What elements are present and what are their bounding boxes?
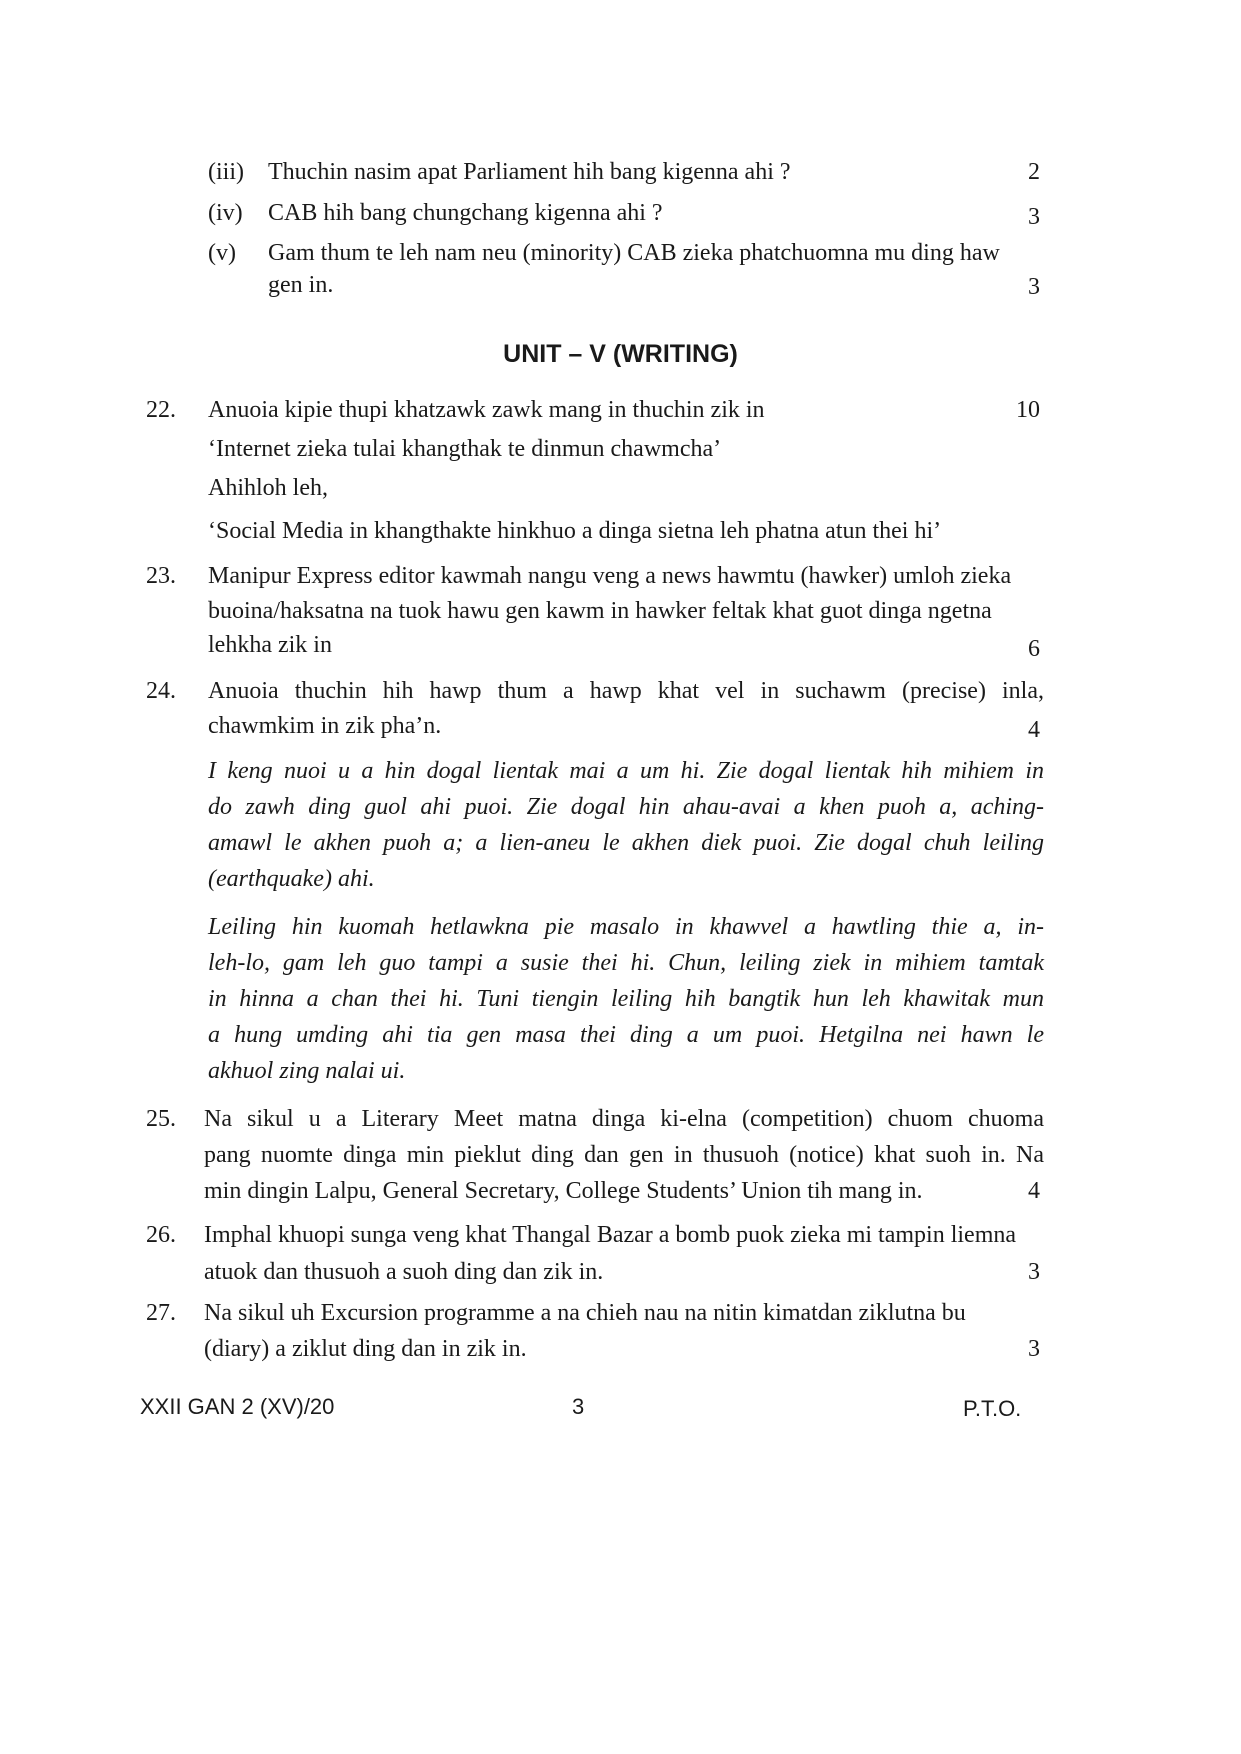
footer-pto: P.T.O.: [963, 1396, 1022, 1421]
footer-page-number: 3: [572, 1394, 585, 1419]
q25-line-1: Na sikul u a Literary Meet matna dinga ki-elna (competition) chuom chuoma: [204, 1106, 1044, 1132]
q26-number: 26.: [146, 1222, 176, 1248]
q24-marks: 4: [1028, 717, 1040, 743]
q22-line-2: ‘Internet zieka tulai khangthak te dinmun chawmcha’: [208, 436, 722, 462]
q23-marks: 6: [1028, 636, 1040, 662]
q22-line-4: ‘Social Media in khangthakte hinkhuo a dinga sietna leh phatna atun thei hi’: [208, 518, 942, 544]
subq-text-v-line2: gen in.: [268, 272, 334, 298]
q22-line-3: Ahihloh leh,: [208, 475, 328, 501]
q23-line-2: buoina/haksatna na tuok hawu gen kawm in hawker feltak khat guot dinga ngetna: [208, 598, 992, 624]
subq-marks-v: 3: [1028, 274, 1040, 300]
q26-line-1: Imphal khuopi sunga veng khat Thangal Bazar a bomb puok zieka mi tampin liemna: [204, 1222, 1017, 1248]
subq-text-iii: Thuchin nasim apat Parliament hih bang kigenna ahi ?: [268, 159, 791, 185]
subq-text-iv: CAB hih bang chungchang kigenna ahi ?: [268, 200, 663, 226]
subq-marks-iv: 3: [1028, 204, 1040, 230]
subq-label-v: (v): [208, 240, 236, 266]
q25-number: 25.: [146, 1106, 176, 1132]
q23-line-1: Manipur Express editor kawmah nangu veng a news hawmtu (hawker) umloh zieka: [208, 563, 1012, 589]
q25-line-2: pang nuomte dinga min pieklut ding dan gen in thusuoh (notice) khat suoh in. Na: [204, 1142, 1044, 1168]
q26-marks: 3: [1028, 1259, 1040, 1285]
q22-marks: 10: [1016, 397, 1040, 423]
q23-number: 23.: [146, 563, 176, 589]
q24-number: 24.: [146, 678, 176, 704]
q24-passage-p2-line-5: akhuol zing nalai ui.: [208, 1058, 406, 1084]
q27-line-2: (diary) a ziklut ding dan in zik in.: [204, 1336, 527, 1362]
q25-line-3: min dingin Lalpu, General Secretary, College Students’ Union tih mang in.: [204, 1178, 923, 1204]
subq-marks-iii: 2: [1028, 159, 1040, 185]
q24-passage-p1-line-3: amawl le akhen puoh a; a lien-aneu le akhen diek puoi. Zie dogal chuh leiling: [208, 830, 1044, 856]
q24-passage-p2-line-1: Leiling hin kuomah hetlawkna pie masalo in khawvel a hawtling thie a, in-: [208, 914, 1044, 940]
q24-line-2: chawmkim in zik pha’n.: [208, 713, 442, 739]
footer-paper-code: XXII GAN 2 (XV)/20: [140, 1394, 335, 1419]
q24-passage-p1-line-4: (earthquake) ahi.: [208, 866, 375, 892]
q24-passage-p2-line-3: in hinna a chan thei hi. Tuni tiengin leiling hih bangtik hun leh khawitak mun: [208, 986, 1044, 1012]
q24-passage-p2-line-2: leh-lo, gam leh guo tampi a susie thei hi. Chun, leiling ziek in mihiem tamtak: [208, 950, 1044, 976]
q23-line-3: lehkha zik in: [208, 632, 332, 658]
subq-text-v-line1: Gam thum te leh nam neu (minority) CAB zieka phatchuomna mu ding haw: [268, 240, 1000, 266]
subq-label-iii: (iii): [208, 159, 244, 185]
q22-line-1: Anuoia kipie thupi khatzawk zawk mang in thuchin zik in: [208, 397, 765, 423]
q26-line-2: atuok dan thusuoh a suoh ding dan zik in.: [204, 1259, 604, 1285]
q27-line-1: Na sikul uh Excursion programme a na chieh nau na nitin kimatdan ziklutna bu: [204, 1300, 966, 1326]
q27-marks: 3: [1028, 1336, 1040, 1362]
subq-label-iv: (iv): [208, 200, 243, 226]
q24-passage-p1-line-1: I keng nuoi u a hin dogal lientak mai a um hi. Zie dogal lientak hih mihiem in: [208, 758, 1044, 784]
q22-number: 22.: [146, 397, 176, 423]
q24-line-1: Anuoia thuchin hih hawp thum a hawp khat vel in suchawm (precise) inla,: [208, 678, 1044, 704]
q24-passage-p1-line-2: do zawh ding guol ahi puoi. Zie dogal hin ahau-avai a khen puoh a, aching-: [208, 794, 1044, 820]
q24-passage-p2-line-4: a hung umding ahi tia gen masa thei ding a um puoi. Hetgilna nei hawn le: [208, 1022, 1044, 1048]
unit-heading: UNIT – V (WRITING): [503, 340, 738, 368]
q27-number: 27.: [146, 1300, 176, 1326]
q25-marks: 4: [1028, 1178, 1040, 1204]
